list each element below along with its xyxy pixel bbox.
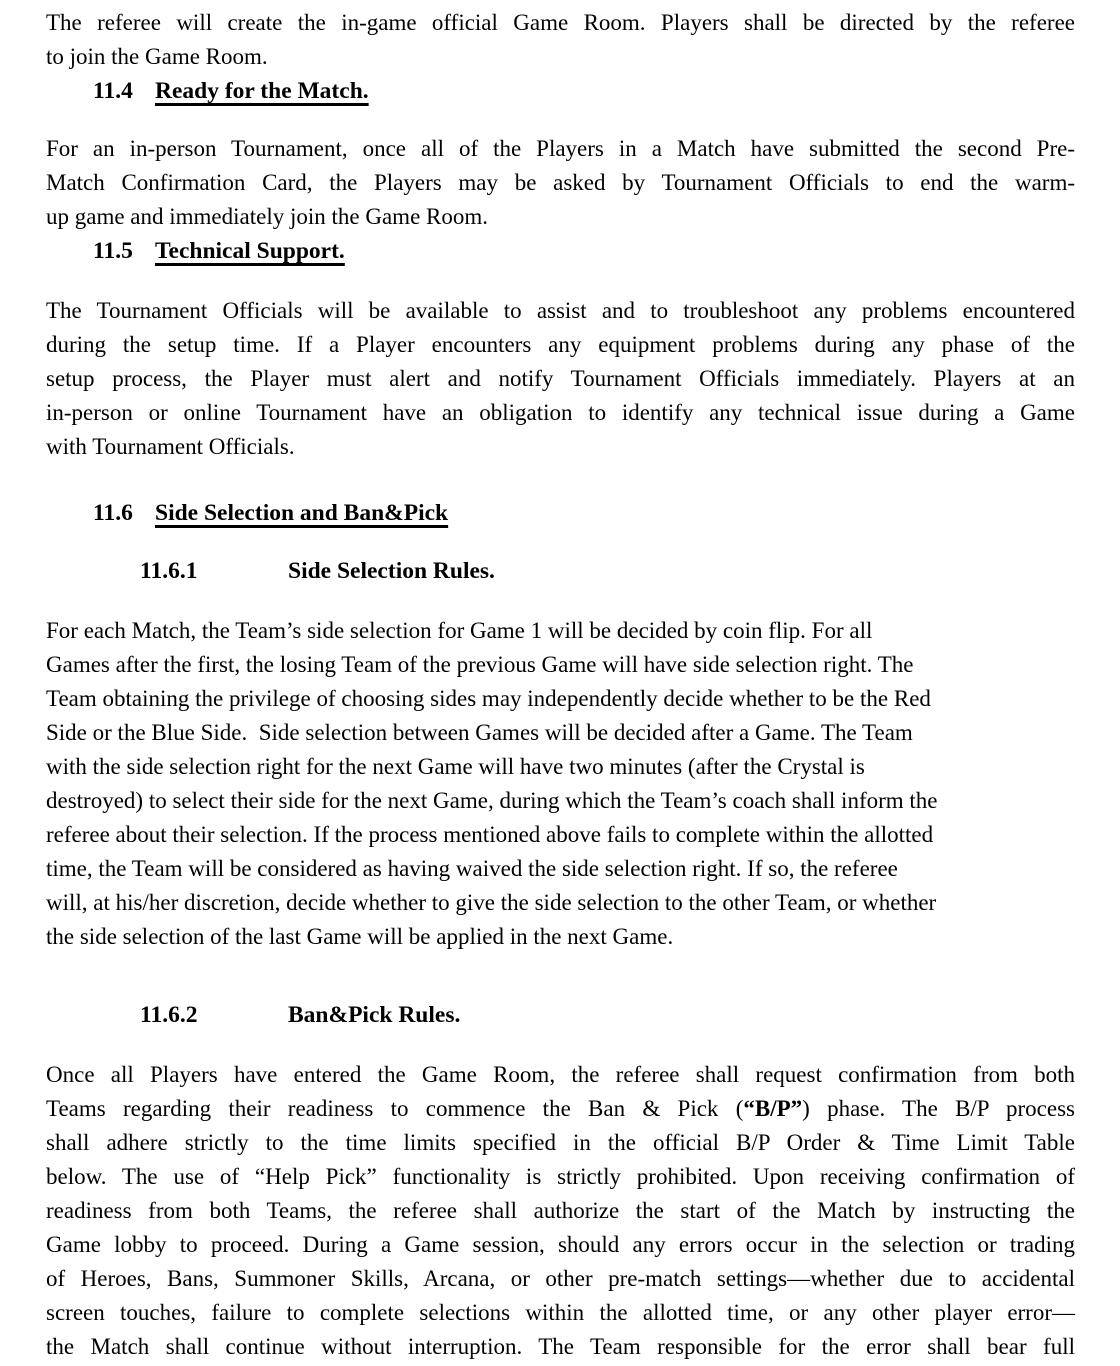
text-line: setup process, the Player must alert and notify Tournament Officials immediately. Players at an [46, 366, 1075, 391]
text-line: Match Confirmation Card, the Players may be asked by Tournament Officials to end the warm- [46, 170, 1075, 195]
text-line: The referee will create the in-game official Game Room. Players shall be directed by the referee [46, 10, 1075, 35]
text-line: readiness from both Teams, the referee shall authorize the start of the Match by instructing the [46, 1198, 1075, 1223]
text-line: For an in-person Tournament, once all of the Players in a Match have submitted the second Pre- [46, 136, 1075, 161]
paragraph [46, 132, 1075, 234]
section-number: 11.6.2 [140, 1002, 198, 1028]
paragraph [46, 614, 1075, 954]
section-title: Side Selection and Ban&Pick [155, 500, 449, 526]
section-heading-11.6 [46, 496, 1075, 530]
text-line: Games after the first, the losing Team of the previous Game will have side selection right. The [46, 652, 914, 677]
text-line: Team obtaining the privilege of choosing sides may independently decide whether to be the Red [46, 686, 931, 711]
text-line: with the side selection right for the next Game will have two minutes (after the Crystal is [46, 754, 865, 779]
text-line: up game and immediately join the Game Room. [46, 204, 489, 229]
text-line: Once all Players have entered the Game Room, the referee shall request confirmation from both [46, 1062, 1075, 1087]
section-title: Technical Support. [155, 238, 345, 264]
text-line: below. The use of “Help Pick” functionality is strictly prohibited. Upon receiving confirmation of [46, 1164, 1075, 1189]
text-line: shall adhere strictly to the time limits specified in the official B/P Order & Time Limit Table [46, 1130, 1075, 1155]
section-heading-11.4 [46, 74, 1075, 108]
text-line: destroyed) to select their side for the next Game, during which the Team’s coach shall inform the [46, 788, 938, 813]
text-line: Side or the Blue Side. Side selection between Games will be decided after a Game. The Team [46, 720, 913, 745]
text-line: screen touches, failure to complete selections within the allotted time, or any other player error— [46, 1300, 1075, 1325]
text-line: Game lobby to proceed. During a Game session, should any errors occur in the selection or trading [46, 1232, 1075, 1257]
section-heading-11.5 [46, 234, 1075, 268]
text-line: in-person or online Tournament have an obligation to identify any technical issue during a Game [46, 400, 1075, 425]
paragraph [46, 6, 1075, 74]
paragraph [46, 1058, 1075, 1364]
section-heading-11.6.1 [46, 554, 1075, 588]
section-heading-11.6.2 [46, 998, 1075, 1032]
text-line: during the setup time. If a Player encounters any equipment problems during any phase of the [46, 332, 1075, 357]
section-title: Ready for the Match. [155, 78, 369, 104]
section-title: Side Selection Rules. [288, 558, 495, 584]
section-number: 11.4 [93, 78, 133, 104]
section-number: 11.6 [93, 500, 133, 526]
text-line: will, at his/her discretion, decide whether to give the side selection to the other Team, or whether [46, 890, 937, 915]
section-number: 11.5 [93, 238, 133, 264]
text-line: to join the Game Room. [46, 44, 268, 69]
paragraph [46, 294, 1075, 464]
text-line: of Heroes, Bans, Summoner Skills, Arcana, or other pre-match settings—whether due to accidental [46, 1266, 1075, 1291]
text-line: the side selection of the last Game will be applied in the next Game. [46, 924, 674, 949]
section-title: Ban&Pick Rules. [288, 1002, 461, 1028]
text-line: referee about their selection. If the process mentioned above fails to complete within the allotted [46, 822, 934, 847]
text-line: Teams regarding their readiness to commence the Ban & Pick (“B/P”) phase. The B/P process [46, 1096, 1075, 1121]
text-line: with Tournament Officials. [46, 434, 295, 459]
text-line: time, the Team will be considered as having waived the side selection right. If so, the referee [46, 856, 898, 881]
text-line: The Tournament Officials will be available to assist and to troubleshoot any problems encountered [46, 298, 1075, 323]
text-line: For each Match, the Team’s side selection for Game 1 will be decided by coin flip. For all [46, 618, 873, 643]
text-line: the Match shall continue without interruption. The Team responsible for the error shall bear full [46, 1334, 1075, 1359]
section-number: 11.6.1 [140, 558, 198, 584]
